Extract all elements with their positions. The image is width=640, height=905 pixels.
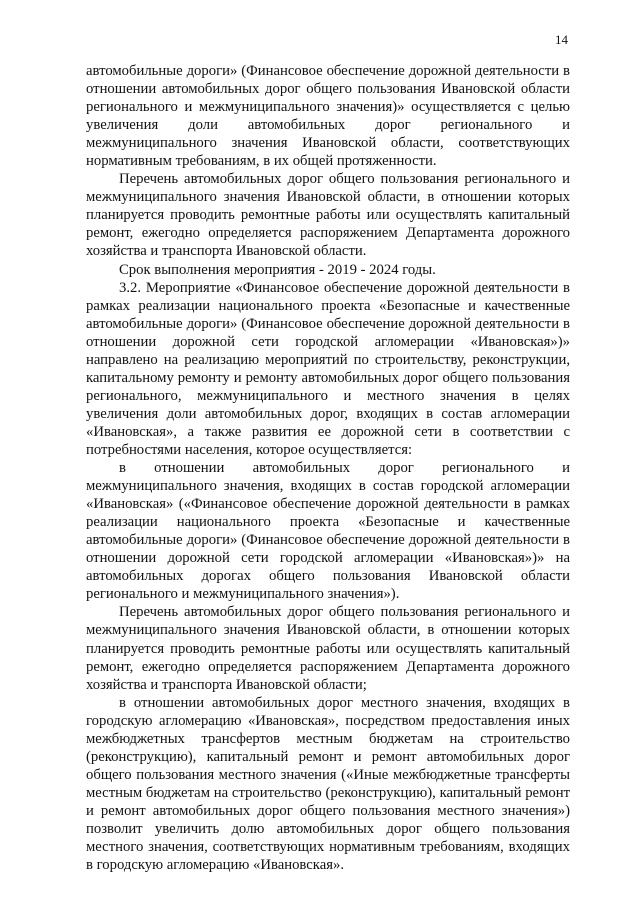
paragraph-2: Перечень автомобильных дорог общего пользования регионального и межмуниципального значения Ивановской области, в отношении которых планируется проводить ремонтные работы или осуществлять капитальный ремонт, ежегодно определяется распоряжением Департамента дорожного хозяйства и транспорта Ивановской области. bbox=[86, 171, 570, 260]
paragraph-7: в отношении автомобильных дорог местного значения, входящих в городскую агломерацию «Ивановская», посредством предоставления иных межбюджетных трансфертов местным бюджетам на строительство (реконструкцию), капитальный ремонт и ремонт автомобильных дорог общего пользования местного значения («Иные межбюджетные трансферты местным бюджетам на строительство (реконструкцию), капитальный ремонт и ремонт автомобильных дорог общего пользования местного значения») позволит увеличить долю автомобильных дорог общего пользования местного значения, соответствующих нормативным требованиям, входящих в городскую агломерацию «Ивановская». bbox=[86, 694, 570, 874]
paragraph-6: Перечень автомобильных дорог общего пользования регионального и межмуниципального значения Ивановской области, в отношении которых планируется проводить ремонтные работы или осуществлять капитальный ремонт, ежегодно определяется распоряжением Департамента дорожного хозяйства и транспорта Ивановской области; bbox=[86, 604, 570, 693]
paragraph-1: автомобильные дороги» (Финансовое обеспечение дорожной деятельности в отношении автомобильных дорог общего пользования Ивановской области регионального и межмуниципального значения)» осуществляется с целью увеличения доли автомобильных дорог регионального и межмуниципального значения Ивановской области, соответствующих нормативным требованиям, в их общей протяженности. bbox=[86, 63, 570, 170]
page-number: 14 bbox=[555, 32, 568, 47]
paragraph-4: 3.2. Мероприятие «Финансовое обеспечение дорожной деятельности в рамках реализации национального проекта «Безопасные и качественные автомобильные дороги» (Финансовое обеспечение дорожной деятельности в отношении дорожной сети городской агломерации «Ивановская»)» направлено на реализацию мероприятий по строительству, реконструкции, капитальному ремонту и ремонту автомобильных дорог общего пользования регионального, межмуниципального и местного значения в целях увеличения доли автомобильных дорог, входящих в состав агломерации «Ивановская», а также развития ее дорожной сети в соответствии с потребностями населения, которое осуществляется: bbox=[86, 279, 570, 458]
paragraph-5: в отношении автомобильных дорог регионального и межмуниципального значения, входящих в состав городской агломерации «Ивановская» («Финансовое обеспечение дорожной деятельности в рамках реализации национального проекта «Безопасные и качественные автомобильные дороги» (Финансовое обеспечение дорожной деятельности в отношении дорожной сети городской агломерации «Ивановская»)» на автомобильных дорогах общего пользования Ивановской области регионального и межмуниципального значения»). bbox=[86, 460, 570, 603]
document-body bbox=[86, 62, 570, 874]
paragraph-3: Срок выполнения мероприятия - 2019 - 2024 годы. bbox=[119, 261, 436, 278]
